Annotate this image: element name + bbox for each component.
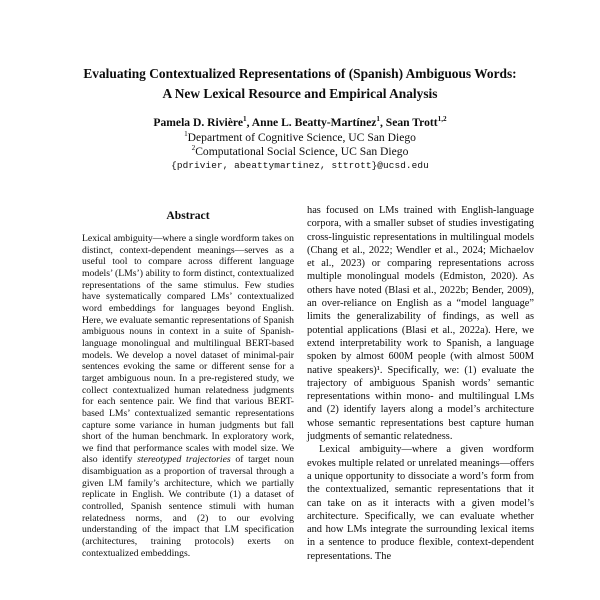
author-name: Sean Trott bbox=[385, 116, 438, 129]
affiliations-block bbox=[0, 131, 600, 159]
affiliation-line bbox=[0, 145, 600, 159]
intro-paragraph-1: has focused on LMs trained with English-language corpora, with a smaller subset of studies investigating cross-linguistic representations in multilingual models (Chang et al., 2022; Wendler et al., 2024; Michaelov et al., 2023) or comparing representations across multiple monolingual models (Edmiston, 2020). As others have noted (Blasi et al., 2022b; Bender, 2009), an over-reliance on English as a “model language” limits the generalizability of findings, as well as potential applications (Blasi et al., 2022a). Here, we extend interpretability work to Spanish, a language spoken by almost 600M people (with almost 500M native speakers)¹. Specifically, we: (1) evaluate the trajectory of ambiguous Spanish words’ semantic representations within mono- and multilingual LMs and (2) identify layers along a model’s architecture whose semantic representations best capture human judgments of semantic relatedness. bbox=[307, 205, 534, 443]
author-superscript: 1,2 bbox=[437, 115, 447, 124]
paper-title-line1: Evaluating Contextualized Representations of (Spanish) Ambiguous Words: bbox=[83, 66, 517, 81]
author-name: Pamela D. Rivière bbox=[153, 116, 243, 129]
intro-paragraph-2: Lexical ambiguity—where a given wordform evokes multiple related or unrelated meanings—offers a unique opportunity to dissociate a word’s form from the contextualized, semantic representations that it can take on as it interacts with a given model’s architecture. Specifically, we can evaluate whether and how LMs integrate the surrounding lexical items in a sentence to produce flexible, context-dependent representations. The bbox=[307, 444, 534, 562]
authors-line bbox=[0, 116, 600, 130]
author-separator: , bbox=[246, 116, 252, 129]
abstract-heading: Abstract bbox=[166, 209, 210, 222]
paper-title bbox=[0, 64, 600, 103]
affiliation-superscript: 1 bbox=[184, 130, 188, 139]
abstract-italic-phrase: stereotyped trajectories bbox=[137, 454, 231, 466]
author-superscript: 1 bbox=[376, 115, 380, 124]
author-superscript: 1 bbox=[243, 115, 247, 124]
affiliation-text: Department of Cognitive Science, UC San Diego bbox=[187, 131, 416, 144]
affiliation-superscript: 2 bbox=[191, 144, 196, 153]
affiliation-line bbox=[0, 131, 600, 145]
email-line: {pdrivier, abeattymartinez, sttrott}@ucsd.edu bbox=[171, 160, 429, 171]
abstract-text bbox=[82, 233, 294, 559]
abstract-text-part1: Lexical ambiguity—where a single wordform takes on distinct, context-dependent meanings—serves as a useful tool to compare across different language models’ (LMs’) ability to form distinct, contextualized representations of the same stimulus. Few studies have systematically compared LMs’ contextualized word embeddings for languages beyond English. Here, we evaluate semantic representations of Spanish ambiguous nouns in context in a suite of Spanish-language monolingual and multilingual BERT-based models. We develop a novel dataset of minimal-pair sentences evoking the same or different sense for a target ambiguous noun. In a pre-registered study, we collect contextualized human relatedness judgments for each sentence pair. We find that various BERT-based LMs’ contextualized semantic representations capture some variance in human judgments but fall short of the human benchmark. In exploratory work, we find that performance scales with model size. We also identify bbox=[82, 233, 294, 466]
author-separator: , bbox=[379, 116, 386, 129]
affiliation-text: Computational Social Science, UC San Diego bbox=[195, 145, 409, 159]
intro-column bbox=[307, 204, 534, 563]
author-name: Anne L. Beatty-Martínez bbox=[251, 116, 377, 129]
abstract-text-part2: of target noun disambiguation as a proportion of traversal through a given LM family’s architecture, which we partially replicate in English. We contribute (1) a dataset of controlled, Spanish sentence stimuli with human relatedness norms, and (2) to our evolving understanding of the impact that LM specification (architectures, training protocols) exerts on contextualized embeddings. bbox=[82, 454, 294, 559]
paper-title-line2: A New Lexical Resource and Empirical Analysis bbox=[162, 85, 438, 101]
